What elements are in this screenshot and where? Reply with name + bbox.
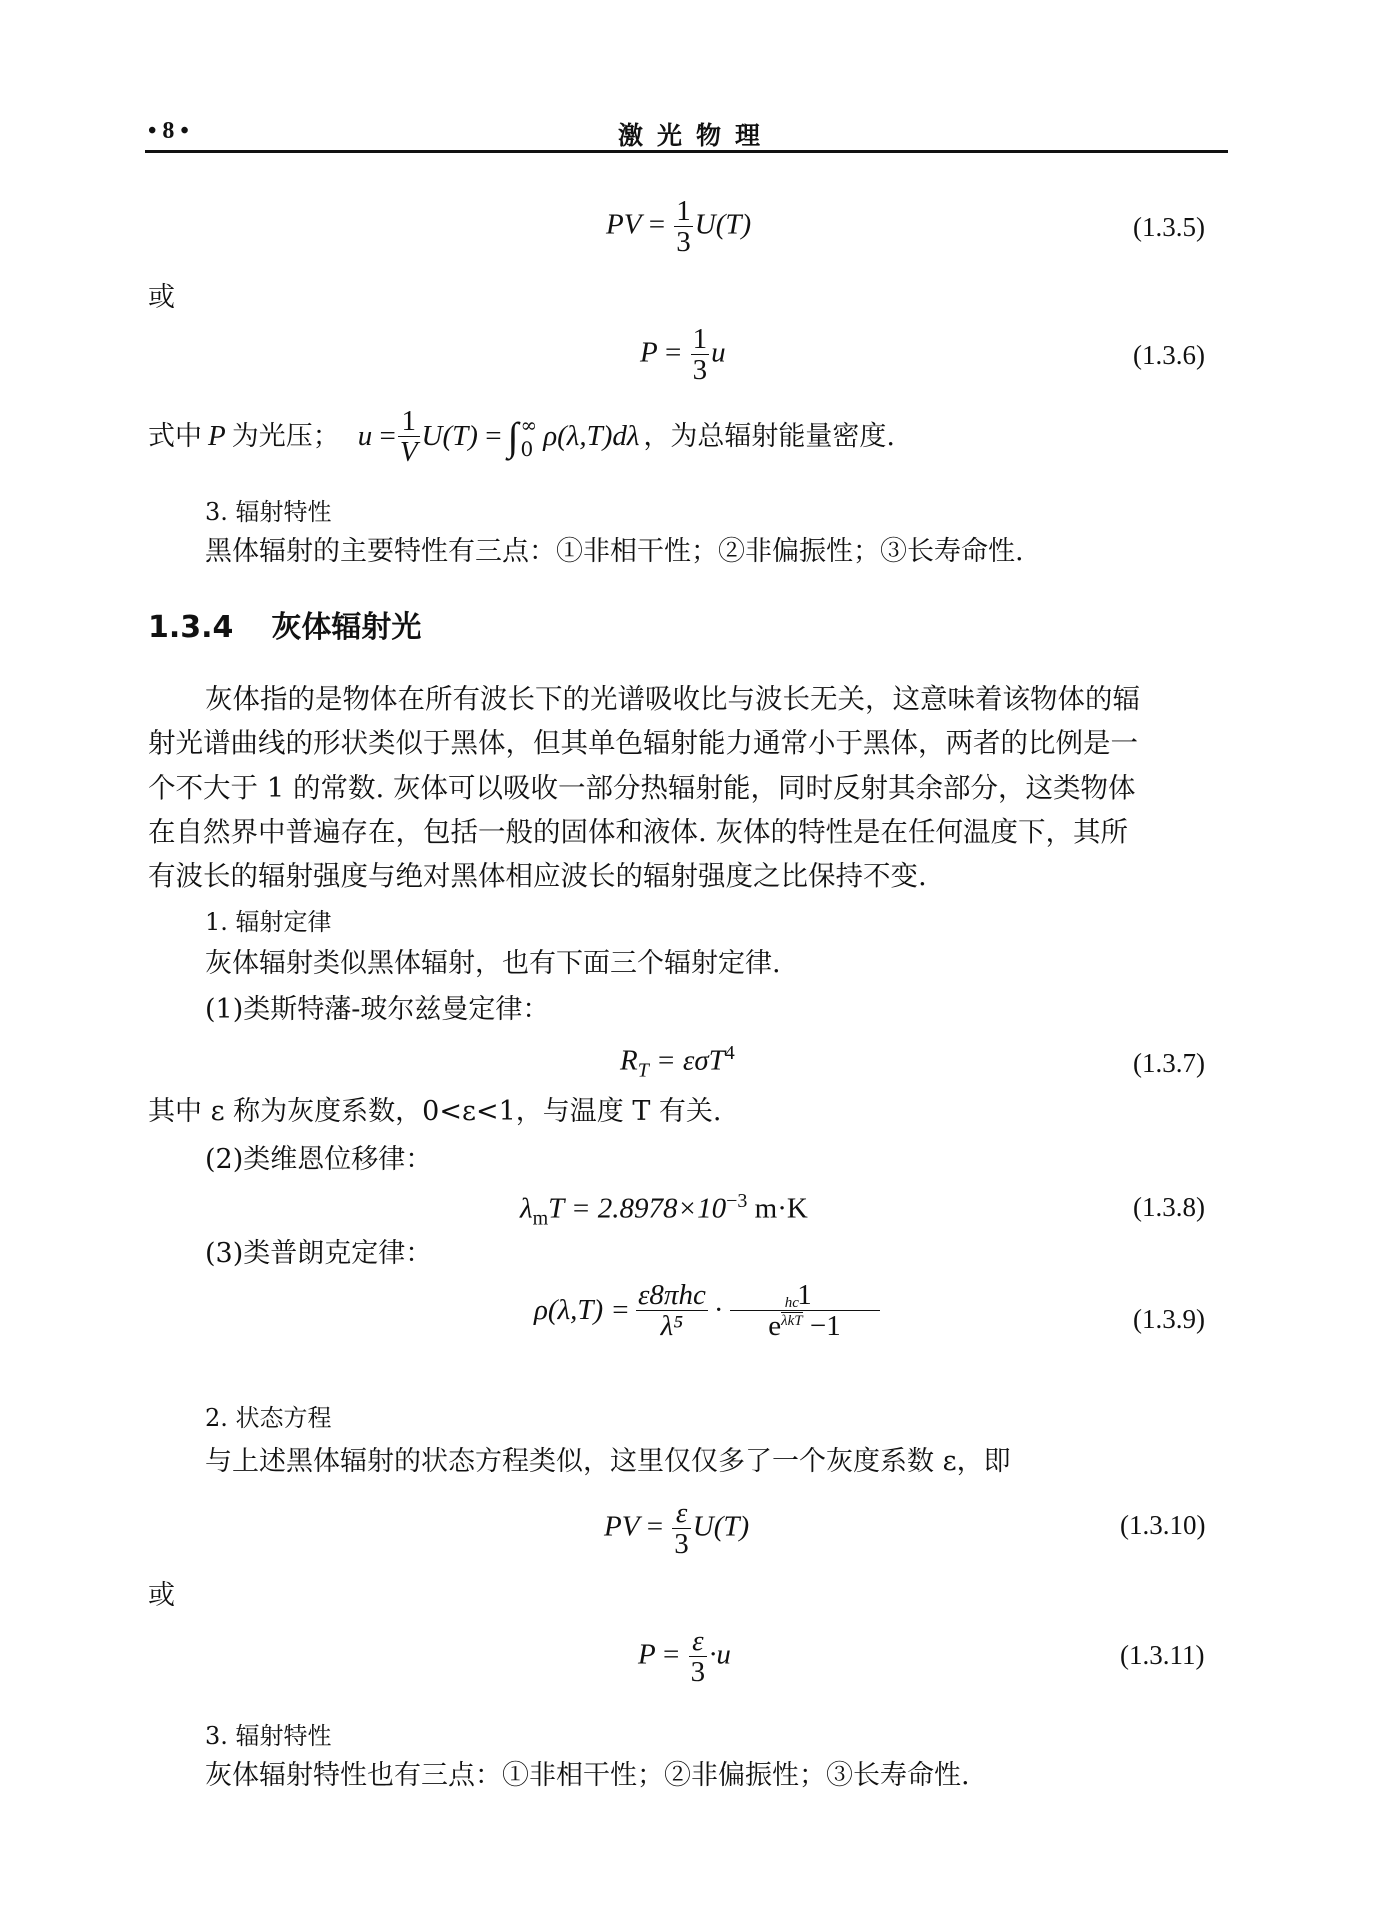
equation-number: (1.3.9) <box>1133 1304 1205 1334</box>
paragraph-line: 在自然界中普遍存在，包括一般的固体和液体. 灰体的特性是在任何温度下，其所 <box>148 816 1128 848</box>
equation-number: (1.3.5) <box>1133 212 1205 242</box>
equation-1-3-11: P = $\frac{\varepsilon}{3}$ ·u <box>638 1625 731 1689</box>
text-graybody-properties: 灰体辐射特性也有三点：①非相干性；②非偏振性；③长寿命性. <box>205 1760 970 1791</box>
section-heading: 1.3.4 灰体辐射光 <box>148 610 422 645</box>
equation-1-3-8: $\lambda_mT = 2.8978\times 10^{-3}$ m·K <box>520 1190 808 1230</box>
law-1-title: (1)类斯特藩-玻尔兹曼定律： <box>205 994 550 1025</box>
or-text: 或 <box>148 1580 175 1611</box>
definition-line: 式中 P 为光压； u = $\frac{1}{V}$ U(T) = ∫ ∞ 0 ρ(λ,T)dλ ，为总辐射能量密度. <box>148 405 896 469</box>
page-number: • 8 • <box>148 118 189 144</box>
law-3-title: (3)类普朗克定律： <box>205 1238 433 1269</box>
or-text: 或 <box>148 282 175 313</box>
equation-number: (1.3.11) <box>1120 1640 1205 1670</box>
laws-intro: 灰体辐射类似黑体辐射，也有下面三个辐射定律. <box>205 948 781 979</box>
equation-1-3-10: PV = $\frac{\varepsilon}{3}$ U(T) <box>604 1497 750 1561</box>
heading-radiation-laws: 1. 辐射定律 <box>205 908 332 936</box>
header-rule <box>145 150 1228 153</box>
equation-1-3-5: PV = $\frac{1}{3}$ U(T) <box>606 195 752 259</box>
paragraph-line: 灰体指的是物体在所有波长下的光谱吸收比与波长无关，这意味着该物体的辐 <box>205 683 1140 715</box>
paragraph-line: 个不大于 1 的常数. 灰体可以吸收一部分热辐射能，同时反射其余部分，这类物体 <box>148 772 1136 804</box>
equation-1-3-6: P = $\frac{1}{3}$ u <box>640 323 726 387</box>
state-intro: 与上述黑体辐射的状态方程类似，这里仅仅多了一个灰度系数 ε，即 <box>205 1446 1011 1477</box>
law-2-title: (2)类维恩位移律： <box>205 1144 433 1175</box>
equation-1-3-9: ρ(λ,T) = $\frac{\text{ε8πhc}}{\text{λ⁵}}$ · 1 e hc λkT −1 <box>534 1280 882 1342</box>
equation-1-3-7: $R_T = \varepsilon\sigma T^4$ <box>620 1042 735 1082</box>
equation-number: (1.3.8) <box>1133 1192 1205 1222</box>
text-blackbody-properties: 黑体辐射的主要特性有三点：①非相干性；②非偏振性；③长寿命性. <box>205 536 1024 567</box>
equation-number: (1.3.7) <box>1133 1048 1205 1078</box>
running-title: 激光物理 <box>618 121 775 150</box>
equation-number: (1.3.6) <box>1133 340 1205 370</box>
heading-state-equation: 2. 状态方程 <box>205 1404 332 1432</box>
note-gray-coefficient: 其中 ε 称为灰度系数，0<ε<1，与温度 T 有关. <box>148 1096 722 1127</box>
paragraph-line: 有波长的辐射强度与绝对黑体相应波长的辐射强度之比保持不变. <box>148 860 927 892</box>
heading-radiation-properties: 3. 辐射特性 <box>205 498 332 526</box>
paragraph-line: 射光谱曲线的形状类似于黑体，但其单色辐射能力通常小于黑体，两者的比例是一 <box>148 727 1138 759</box>
heading-graybody-properties: 3. 辐射特性 <box>205 1722 332 1750</box>
equation-number: (1.3.10) <box>1120 1510 1206 1540</box>
